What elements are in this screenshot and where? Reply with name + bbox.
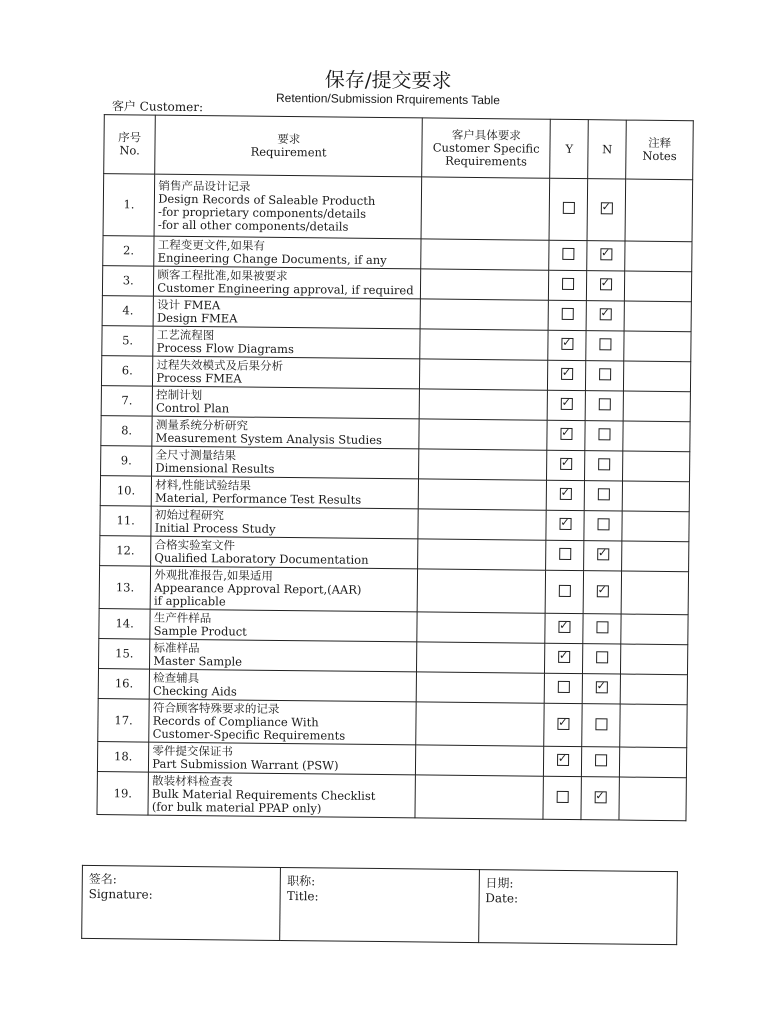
cell-n [587, 241, 625, 271]
customer-specific-cell[interactable] [419, 419, 548, 450]
checkbox-n[interactable] [599, 398, 611, 410]
notes-cell[interactable] [622, 541, 689, 572]
cell-n [584, 481, 622, 511]
customer-specific-cell[interactable] [420, 329, 549, 360]
checkbox-n[interactable] [598, 428, 610, 440]
cell-n [587, 179, 626, 241]
checkbox-y[interactable] [561, 338, 573, 350]
notes-cell[interactable] [623, 421, 690, 452]
requirement-cell [150, 639, 417, 672]
row-number: 11. [100, 506, 152, 537]
cell-n [583, 614, 621, 644]
cell-y [549, 240, 587, 270]
requirement-line: 初始过程研究 [154, 507, 224, 522]
customer-specific-cell[interactable] [415, 745, 544, 776]
requirement-line: 外观批准报告,如果适用 [154, 567, 274, 583]
notes-cell[interactable] [624, 301, 691, 332]
signature-table [81, 865, 678, 945]
cell-y [545, 570, 583, 613]
cell-y [545, 613, 583, 643]
row-number: 2. [103, 236, 155, 267]
row-number: 16. [98, 669, 150, 700]
cell-y [546, 540, 584, 570]
cell-y [548, 360, 586, 390]
checkbox-n[interactable] [598, 488, 610, 500]
checkbox-y[interactable] [558, 651, 570, 663]
checkbox-y[interactable] [561, 308, 573, 320]
requirement-line: Process Flow Diagrams [156, 340, 294, 356]
checkbox-n[interactable] [599, 308, 611, 320]
checkbox-n[interactable] [600, 278, 612, 290]
requirement-line: Qualified Laboratory Documentation [154, 550, 369, 567]
row-number: 15. [99, 639, 151, 670]
row-number: 1. [103, 174, 155, 237]
cell-y [547, 450, 585, 480]
customer-specific-cell[interactable] [420, 269, 549, 300]
notes-cell[interactable] [620, 674, 687, 705]
header-requirement: 要求 Requirement [155, 115, 422, 177]
requirement-cell [154, 266, 421, 299]
page-title: 保存/提交要求 [324, 67, 452, 93]
header-no: 序号 No. [104, 115, 156, 175]
requirement-line: 设计 FMEA [157, 297, 221, 312]
notes-cell[interactable] [622, 511, 689, 542]
row-number: 18. [97, 742, 149, 773]
notes-cell[interactable] [622, 481, 689, 512]
requirement-cell [152, 476, 419, 509]
requirement-cell [152, 446, 419, 479]
customer-specific-cell[interactable] [420, 359, 549, 390]
cell-y [545, 643, 583, 673]
notes-cell[interactable] [620, 704, 687, 748]
cell-n [587, 271, 625, 301]
requirement-line: 测量系统分析研究 [155, 417, 248, 433]
cell-y [545, 673, 583, 703]
row-number: 6. [101, 356, 153, 387]
requirement-line: 全尺寸测量结果 [155, 447, 237, 462]
table-row [98, 699, 687, 748]
checkbox-n[interactable] [598, 458, 610, 470]
notes-cell[interactable] [625, 271, 692, 302]
customer-specific-cell[interactable] [418, 539, 547, 570]
requirement-line: Dimensional Results [155, 460, 275, 476]
customer-specific-cell[interactable] [416, 702, 545, 746]
requirement-cell [154, 236, 421, 269]
cell-n [584, 541, 622, 571]
header-n: N [588, 120, 627, 179]
checkbox-y[interactable] [562, 248, 574, 260]
checkbox-n[interactable] [595, 718, 607, 730]
requirement-line: Part Submission Warrant (PSW) [152, 756, 339, 773]
cell-n [586, 301, 624, 331]
requirement-line: Material, Performance Test Results [155, 490, 362, 507]
requirement-cell [152, 386, 419, 419]
checkbox-y[interactable] [557, 754, 569, 766]
customer-specific-cell[interactable] [416, 672, 545, 703]
cell-y [547, 480, 585, 510]
requirement-line: 顾客工程批准,如果被要求 [157, 267, 288, 283]
requirement-cell [150, 609, 417, 642]
requirement-line: 生产件样品 [153, 610, 212, 625]
requirement-line: 材料,性能试验结果 [155, 477, 251, 493]
customer-specific-cell[interactable] [421, 177, 550, 240]
header-notes: 注释 Notes [626, 120, 693, 180]
customer-specific-cell[interactable] [419, 449, 548, 480]
notes-cell[interactable] [623, 391, 690, 422]
row-number: 13. [99, 566, 151, 610]
table-row [99, 566, 688, 615]
checkbox-n[interactable] [597, 518, 609, 530]
cell-n [585, 421, 623, 451]
cell-n [586, 331, 624, 361]
notes-cell[interactable] [621, 644, 688, 675]
customer-specific-cell[interactable] [418, 479, 547, 510]
requirement-line: if applicable [153, 593, 226, 608]
cell-y [544, 703, 582, 746]
checkbox-n[interactable] [601, 202, 613, 214]
requirement-line: -for proprietary components/details [158, 204, 367, 221]
requirement-line: Design FMEA [156, 310, 238, 325]
checkbox-n[interactable] [597, 548, 609, 560]
checkbox-n[interactable] [600, 248, 612, 260]
requirement-line: 工程变更文件,如果有 [157, 237, 265, 253]
requirement-cell [149, 742, 416, 775]
requirement-line: Checking Aids [153, 683, 237, 699]
requirement-cell [154, 174, 421, 239]
cell-n [586, 361, 624, 391]
row-number: 9. [101, 446, 153, 477]
notes-cell[interactable] [624, 331, 691, 362]
customer-label: 客户 Customer: [111, 99, 204, 115]
signature-row [82, 865, 678, 944]
requirement-cell [151, 506, 418, 539]
requirement-line: Control Plan [155, 400, 230, 415]
cell-n [583, 571, 621, 614]
table-header-row [104, 115, 694, 180]
cell-y [548, 300, 586, 330]
requirement-cell [152, 416, 419, 449]
customer-specific-cell[interactable] [415, 775, 544, 819]
cell-y [543, 776, 581, 819]
requirement-cell [151, 536, 418, 569]
requirement-line: Engineering Change Documents, if any [157, 250, 387, 267]
row-number: 14. [99, 609, 151, 640]
row-number: 12. [100, 536, 152, 567]
cell-n [582, 674, 620, 704]
requirement-line: Initial Process Study [154, 520, 276, 536]
table-row [97, 772, 686, 821]
requirement-line: Process FMEA [156, 370, 242, 386]
requirement-line: Customer Engineering approval, if required [157, 280, 414, 297]
requirements-table [96, 114, 693, 821]
requirement-cell [148, 772, 415, 818]
cell-n [582, 747, 620, 777]
cell-y [549, 178, 588, 240]
checkbox-y[interactable] [557, 717, 569, 729]
requirement-cell [149, 669, 416, 702]
notes-cell[interactable] [621, 614, 688, 645]
customer-specific-cell[interactable] [417, 642, 546, 673]
checkbox-n[interactable] [595, 754, 607, 766]
requirement-line: -for all other components/details [157, 217, 349, 234]
row-number: 4. [102, 296, 154, 327]
requirement-line: 控制计划 [156, 387, 203, 402]
notes-cell[interactable] [625, 179, 692, 242]
cell-y [547, 420, 585, 450]
signature-cell[interactable]: 签名: Signature: [82, 865, 281, 940]
requirement-line: Master Sample [153, 653, 243, 669]
header-customer-specific: 客户具体要求 Customer Specific Requirements [422, 118, 551, 178]
requirement-line: Customer-Specific Requirements [152, 726, 346, 743]
cell-n [583, 644, 621, 674]
row-number: 17. [98, 699, 150, 743]
requirement-cell [153, 356, 420, 389]
checkbox-y[interactable] [562, 278, 574, 290]
requirement-cell [150, 566, 417, 612]
requirement-cell [149, 699, 416, 745]
customer-specific-cell[interactable] [418, 509, 547, 540]
cell-n [582, 704, 620, 747]
requirement-cell [153, 326, 420, 359]
customer-specific-cell[interactable] [417, 569, 546, 613]
row-number: 19. [97, 772, 149, 816]
table-row [103, 174, 693, 242]
checkbox-y[interactable] [559, 584, 571, 596]
requirement-line: Records of Compliance With [152, 713, 319, 729]
header-y: Y [550, 119, 589, 178]
requirement-line: 符合顾客特殊要求的记录 [152, 700, 280, 716]
customer-specific-cell[interactable] [421, 239, 550, 270]
requirement-line: 散装材料检查表 [152, 773, 233, 788]
notes-cell[interactable] [625, 241, 692, 272]
requirement-line: 合格实验室文件 [154, 537, 236, 552]
cell-n [581, 777, 619, 820]
cell-n [585, 451, 623, 481]
date-cell[interactable]: 日期: Date: [478, 870, 677, 945]
checkbox-y[interactable] [560, 428, 572, 440]
requirements-body [97, 174, 693, 821]
cell-y [548, 330, 586, 360]
cell-y [549, 270, 587, 300]
cell-y [547, 390, 585, 420]
checkbox-n[interactable] [597, 585, 609, 597]
requirement-line: Measurement System Analysis Studies [155, 430, 383, 447]
checkbox-n[interactable] [599, 338, 611, 350]
requirement-line: Bulk Material Requirements Checklist [151, 786, 376, 803]
requirement-cell [153, 296, 420, 329]
row-number: 8. [101, 416, 153, 447]
checkbox-y[interactable] [560, 458, 572, 470]
notes-cell[interactable] [619, 777, 686, 821]
checkbox-n[interactable] [596, 681, 608, 693]
checkbox-n[interactable] [594, 791, 606, 803]
title-cell[interactable]: 职称: Title: [280, 867, 479, 942]
checkbox-y[interactable] [561, 398, 573, 410]
requirement-line: 销售产品设计记录 [158, 178, 251, 194]
notes-cell[interactable] [621, 571, 688, 615]
checkbox-y[interactable] [556, 790, 568, 802]
customer-specific-cell[interactable] [420, 299, 549, 330]
checkbox-y[interactable] [558, 681, 570, 693]
customer-specific-cell[interactable] [417, 612, 546, 643]
requirement-line: Appearance Approval Report,(AAR) [154, 580, 362, 597]
notes-cell[interactable] [623, 451, 690, 482]
checkbox-n[interactable] [599, 368, 611, 380]
row-number: 5. [102, 326, 154, 357]
notes-cell[interactable] [624, 361, 691, 392]
row-number: 7. [101, 386, 153, 417]
checkbox-y[interactable] [559, 518, 571, 530]
requirement-line: 标准样品 [153, 640, 200, 655]
checkbox-n[interactable] [596, 651, 608, 663]
cell-y [544, 746, 582, 776]
requirement-line: Design Records of Saleable Producth [158, 191, 376, 208]
checkbox-y[interactable] [559, 548, 571, 560]
checkbox-y[interactable] [561, 368, 573, 380]
cell-n [584, 511, 622, 541]
requirement-line: 零件提交保证书 [152, 743, 234, 758]
row-number: 3. [102, 266, 154, 297]
cell-y [546, 510, 584, 540]
requirement-line: 检查辅具 [153, 670, 200, 685]
checkbox-y[interactable] [558, 621, 570, 633]
requirement-line: Sample Product [153, 623, 247, 639]
cell-n [585, 391, 623, 421]
notes-cell[interactable] [620, 747, 687, 778]
row-number: 10. [100, 476, 152, 507]
requirement-line: (for bulk material PPAP only) [151, 799, 322, 815]
customer-specific-cell[interactable] [419, 389, 548, 420]
requirement-line: 工艺流程图 [156, 327, 215, 342]
checkbox-n[interactable] [596, 621, 608, 633]
checkbox-y[interactable] [563, 202, 575, 214]
requirement-line: 过程失效模式及后果分析 [156, 357, 284, 373]
page-subtitle: Retention/Submission Rrquirements Table [275, 90, 501, 108]
checkbox-y[interactable] [560, 488, 572, 500]
